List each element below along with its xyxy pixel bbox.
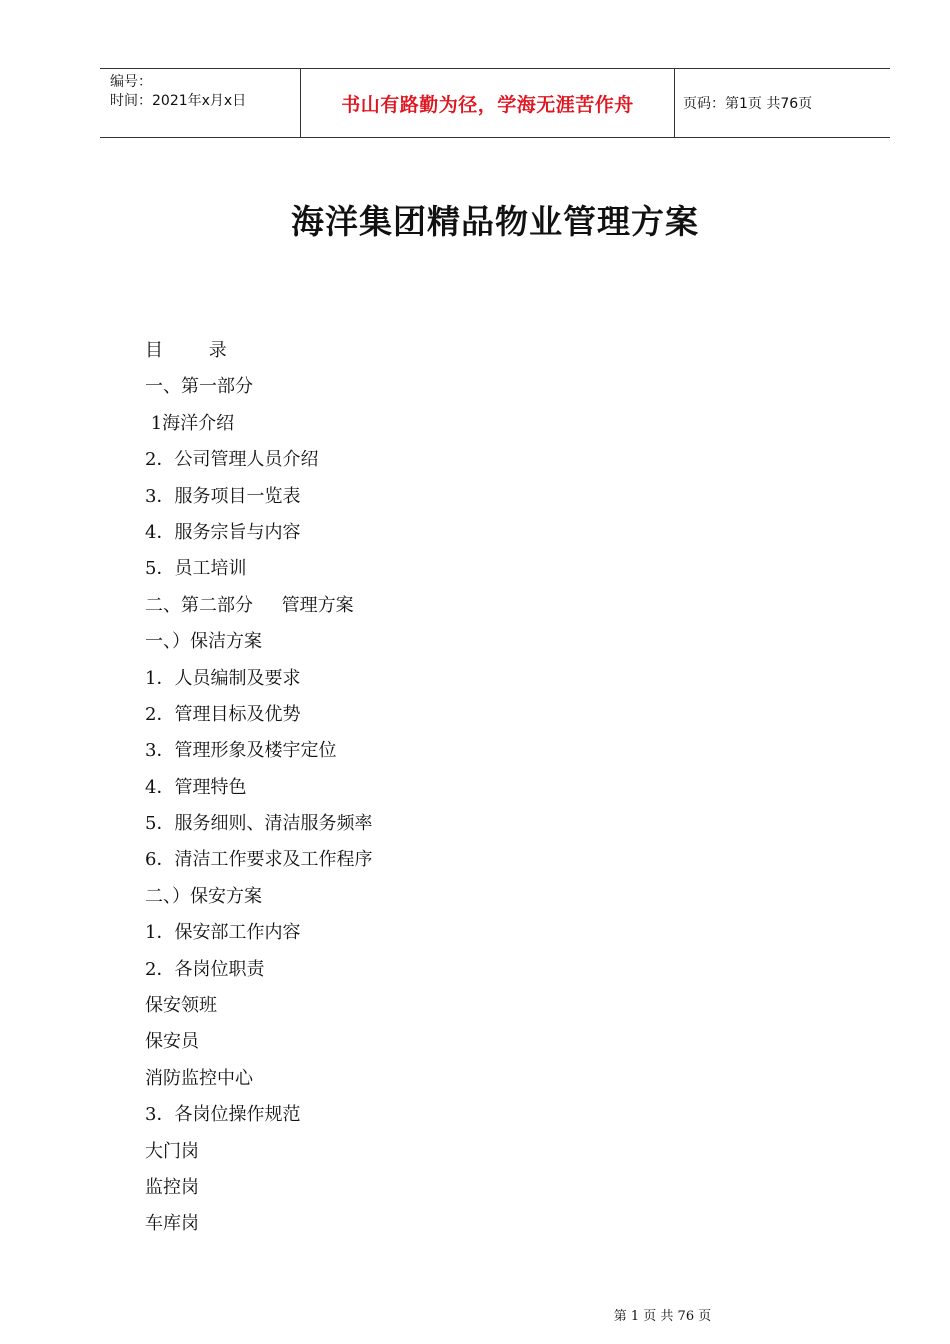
toc-item: 一、第一部分	[145, 376, 253, 398]
document-title: 海洋集团精品物业管理方案	[291, 202, 699, 241]
toc-item: 监控岗	[145, 1176, 199, 1198]
toc-item: 2．公司管理人员介绍	[145, 449, 319, 471]
document-number-label: 编号：	[110, 74, 152, 90]
toc-item: 3．服务项目一览表	[145, 485, 301, 507]
toc-item: 消防监控中心	[145, 1067, 253, 1089]
header-motto	[301, 69, 675, 137]
toc-heading: 目 录	[145, 340, 227, 361]
toc-item: 1．人员编制及要求	[145, 667, 301, 689]
toc-item: 6．清洁工作要求及工作程序	[145, 849, 373, 871]
table-of-contents	[145, 333, 745, 1243]
page-header	[100, 68, 890, 138]
toc-item: 3．各岗位操作规范	[145, 1104, 301, 1126]
toc-item: 2．各岗位职责	[145, 958, 265, 980]
toc-item: 4．服务宗旨与内容	[145, 521, 301, 543]
toc-item: 2．管理目标及优势	[145, 703, 301, 725]
motto-text: 书山有路勤为径，学海无涯苦作舟	[341, 93, 634, 116]
toc-item: 1海洋介绍	[145, 412, 235, 434]
toc-item: 车库岗	[145, 1213, 199, 1235]
toc-item: 5．员工培训	[145, 558, 247, 580]
toc-item: 保安员	[145, 1031, 199, 1053]
page-footer: 第 1 页 共 76 页	[613, 1309, 712, 1324]
toc-item: 大门岗	[145, 1140, 199, 1162]
toc-item: 一、）保洁方案	[145, 631, 262, 653]
toc-item: 保安领班	[145, 995, 217, 1017]
header-meta	[100, 69, 301, 137]
toc-item: 1．保安部工作内容	[145, 922, 301, 944]
toc-item: 二、）保安方案	[145, 885, 262, 907]
header-page-info	[675, 69, 890, 137]
toc-item: 3．管理形象及楼宇定位	[145, 740, 337, 762]
document-time: 时间：2021年x月x日	[110, 93, 247, 109]
toc-item: 5．服务细则、清洁服务频率	[145, 813, 373, 835]
toc-item: 二、第二部分 管理方案	[145, 594, 354, 616]
toc-item: 4．管理特色	[145, 776, 247, 798]
page-info-text: 页码：第1页 共76页	[683, 96, 813, 112]
